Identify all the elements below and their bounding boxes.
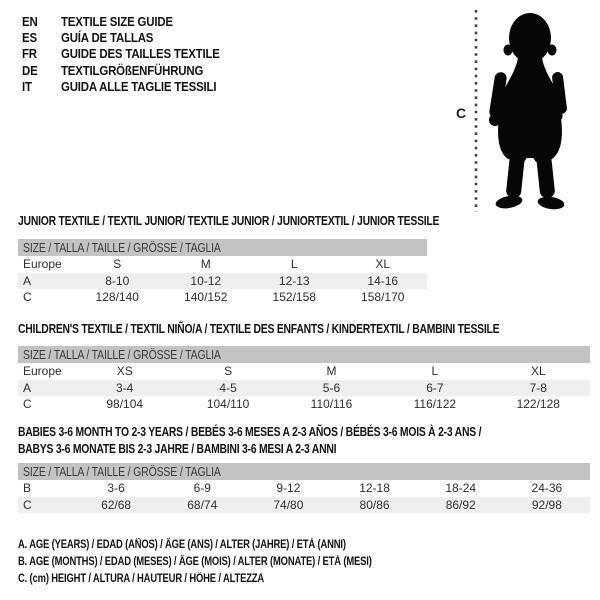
value-cell: 104/110 [206,397,250,412]
language-list [22,13,241,95]
value-cell: 92/98 [531,497,562,512]
size-cell: M [326,364,337,379]
row-label: A [23,380,32,395]
table-row-age [18,380,590,397]
section-title-babies [18,423,481,457]
value-cell: 116/122 [413,397,457,412]
row-label: C [23,497,32,512]
language-label: GUÍA DE TALLAS [61,30,154,46]
size-cell: XL [530,364,546,379]
value-cell: 9-12 [276,481,301,496]
value-cell: 128/140 [95,290,139,305]
size-header: SIZE / TALLA / TAILLE / GRÖSSE / TAGLIA [18,463,590,480]
section-title-junior: JUNIOR TEXTILE / TEXTIL JUNIOR/ TEXTILE JUNIOR / JUNIORTEXTIL / JUNIOR TESSILE [18,213,440,228]
language-code: FR [22,46,37,62]
value-cell: 18-24 [445,481,477,496]
table-row-europe [18,363,590,380]
language-row-fr [22,46,241,62]
language-label: GUIDA ALLE TAGLIE TESSILI [61,79,217,95]
size-cell: XS [116,364,133,379]
size-header-row [18,463,590,480]
value-cell: 3-6 [107,481,125,496]
value-cell: 140/152 [184,290,228,305]
value-cell: 10-12 [190,273,222,288]
value-cell: 110/116 [310,397,353,412]
value-cell: 122/128 [516,397,560,412]
language-code: ES [22,30,37,46]
size-cell: M [200,257,211,272]
value-cell: 14-16 [367,273,399,288]
value-cell: 4-5 [219,380,237,395]
legend-age-months: B. AGE (MONTHS) / EDAD (MESES) / ÂGE (MOIS) / ALTER (MONATE) / ETÀ (MESI) [18,556,372,568]
value-cell: 8-10 [105,273,130,288]
baby-silhouette [488,13,567,211]
table-row-age-months [18,480,590,497]
value-cell: 24-36 [531,481,563,496]
section-title-children: CHILDREN'S TEXTILE / TEXTIL NIÑO/A / TEXTILE DES ENFANTS / KINDERTEXTIL / BAMBINI TESSILE [18,321,500,336]
value-cell: 7-8 [529,380,547,395]
section-title-babies-line2: BABYS 3-6 MONATE BIS 2-3 JAHRE / BAMBINI 3-6 MESI A 2-3 ANNI [18,441,337,456]
size-header: SIZE / TALLA / TAILLE / GRÖSSE / TAGLIA [18,239,427,256]
size-cell: S [224,364,233,379]
size-cell: XL [375,257,391,272]
value-cell: 86/92 [445,497,476,512]
language-label: GUIDE DES TAILLES TEXTILE [61,46,220,62]
table-row-height [18,289,427,306]
row-label: Europe [23,257,62,272]
size-header: SIZE / TALLA / TAILLE / GRÖSSE / TAGLIA [18,346,590,363]
baby-figure [448,4,600,216]
row-label: A [23,273,32,288]
size-cell: S [113,257,122,272]
value-cell: 158/170 [361,290,405,305]
value-cell: 98/104 [106,397,144,412]
value-cell: 68/74 [187,497,218,512]
value-cell: 5-6 [322,380,341,395]
children-size-table [18,346,590,413]
value-cell: 62/68 [101,497,132,512]
size-cell: L [290,257,298,272]
size-header-row [18,239,427,256]
legend-height: C. (cm) HEIGHT / ALTURA / HAUTEUR / HÖHE / ALTEZZA [18,573,265,585]
babies-size-table [18,463,590,513]
language-label: TEXTILE SIZE GUIDE [61,13,173,29]
value-cell: 12-13 [278,273,310,288]
table-row-height [18,497,590,514]
value-cell: 152/158 [272,290,316,305]
value-cell: 12-18 [359,481,390,496]
row-label: C [23,290,32,305]
table-row-europe [18,256,427,273]
value-cell: 74/80 [273,497,304,512]
row-label: C [23,397,32,412]
value-cell: 3-4 [116,380,134,395]
value-cell: 6-7 [426,380,444,395]
language-row-de [22,62,241,78]
language-code: EN [22,13,38,29]
language-row-en [22,13,241,29]
language-row-it [22,79,241,95]
value-cell: 6-9 [193,481,211,496]
section-title-babies-line1: BABIES 3-6 MONTH TO 2-3 YEARS / BEBÉS 3-6 MESES A 2-3 AÑOS / BÉBÉS 3-6 MOIS À 2-3 ANS / [18,424,482,439]
table-row-age [18,273,427,290]
language-row-es [22,29,241,45]
table-row-height [18,396,590,413]
legend [18,537,449,588]
size-cell: L [431,364,439,379]
language-code: DE [22,62,38,78]
row-label: B [23,481,32,496]
row-label: Europe [23,364,62,379]
size-header-row [18,346,590,363]
value-cell: 80/86 [359,497,390,512]
legend-age-years: A. AGE (YEARS) / EDAD (AÑOS) / ÂGE (ANS) / ALTER (JAHRE) / ETÀ (ANNI) [18,539,346,551]
height-measure-label: C [456,105,467,121]
baby-silhouette-icon [448,4,600,216]
language-code: IT [22,79,32,95]
junior-size-table [18,239,427,306]
language-label: TEXTILGRÖßENFÜHRUNG [61,62,204,78]
